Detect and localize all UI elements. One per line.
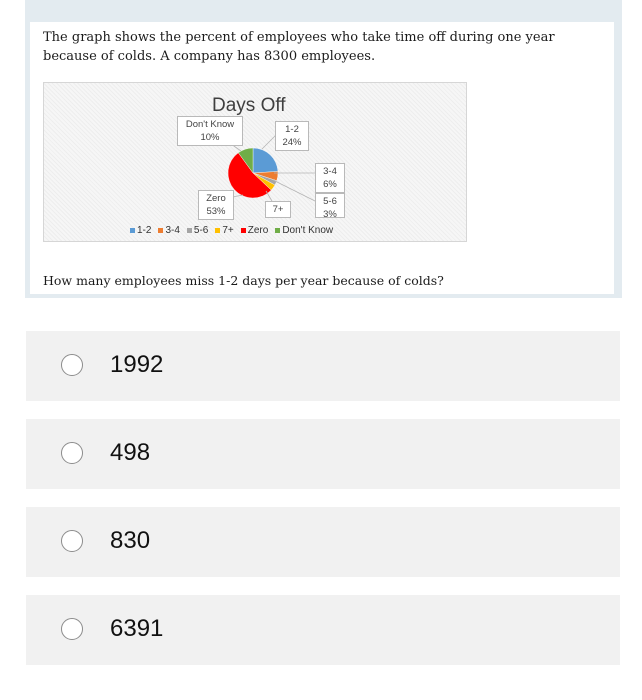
callout-zero xyxy=(198,190,234,220)
callout-leader-line xyxy=(273,180,315,201)
answer-label: 498 xyxy=(110,439,151,466)
pie-slice-1-2 xyxy=(253,148,278,173)
legend-label: 3-4 xyxy=(165,225,180,236)
legend-swatch xyxy=(215,228,220,233)
answer-option-3[interactable] xyxy=(26,507,620,577)
callout-1-2-value: 24% xyxy=(282,137,302,148)
callout-5-6 xyxy=(315,193,345,218)
pie-plot xyxy=(44,83,466,241)
legend-item xyxy=(158,225,179,236)
radio-button[interactable] xyxy=(61,442,83,464)
legend-item xyxy=(241,225,269,236)
callout-dont-know-value: 10% xyxy=(200,132,220,143)
legend-swatch xyxy=(187,228,192,233)
callout-3-4 xyxy=(315,163,345,193)
callout-5-6-value: 3% xyxy=(323,209,337,218)
answer-option-2[interactable] xyxy=(26,419,620,489)
question-prompt: How many employees miss 1-2 days per year because of colds? xyxy=(43,273,444,288)
callout-3-4-label: 3-4 xyxy=(323,166,337,177)
chart-legend xyxy=(130,225,333,236)
legend-item xyxy=(130,225,151,236)
legend-label: 1-2 xyxy=(137,225,152,236)
callout-zero-label: Zero xyxy=(206,193,226,204)
radio-button[interactable] xyxy=(61,530,83,552)
question-card xyxy=(25,0,622,298)
callout-dont-know-label: Don't Know xyxy=(185,119,235,130)
answer-label: 830 xyxy=(110,527,151,554)
legend-swatch xyxy=(158,228,163,233)
legend-label: Zero xyxy=(247,225,269,236)
radio-button[interactable] xyxy=(61,354,83,376)
legend-label: Don't Know xyxy=(282,225,334,236)
pie-chart xyxy=(43,82,467,242)
radio-button[interactable] xyxy=(61,618,83,640)
callout-1-2-label: 1-2 xyxy=(285,124,299,135)
callout-1-2 xyxy=(275,121,309,151)
legend-label: 5-6 xyxy=(193,225,209,236)
answer-option-1[interactable] xyxy=(26,331,620,401)
legend-swatch xyxy=(275,228,280,233)
question-text: The graph shows the percent of employees who take time off during one year because of colds. A company has 8300 employees. xyxy=(43,30,555,64)
legend-label: 7+ xyxy=(222,225,234,236)
callout-7-plus xyxy=(265,201,291,218)
callout-dont-know xyxy=(177,116,243,146)
callout-7-plus-label: 7+ xyxy=(272,204,284,215)
legend-swatch xyxy=(130,228,135,233)
legend-item xyxy=(187,225,208,236)
callout-3-4-value: 6% xyxy=(323,179,337,190)
callout-5-6-label: 5-6 xyxy=(323,196,337,207)
legend-swatch xyxy=(241,228,246,233)
callout-zero-value: 53% xyxy=(206,206,226,217)
legend-item xyxy=(275,225,333,236)
chart-title: Days Off xyxy=(212,95,286,116)
answer-label: 6391 xyxy=(110,615,164,642)
answer-option-4[interactable] xyxy=(26,595,620,665)
question-body xyxy=(30,22,614,294)
answer-label: 1992 xyxy=(110,351,164,378)
legend-item xyxy=(215,225,233,236)
callout-leader-line xyxy=(262,135,276,149)
